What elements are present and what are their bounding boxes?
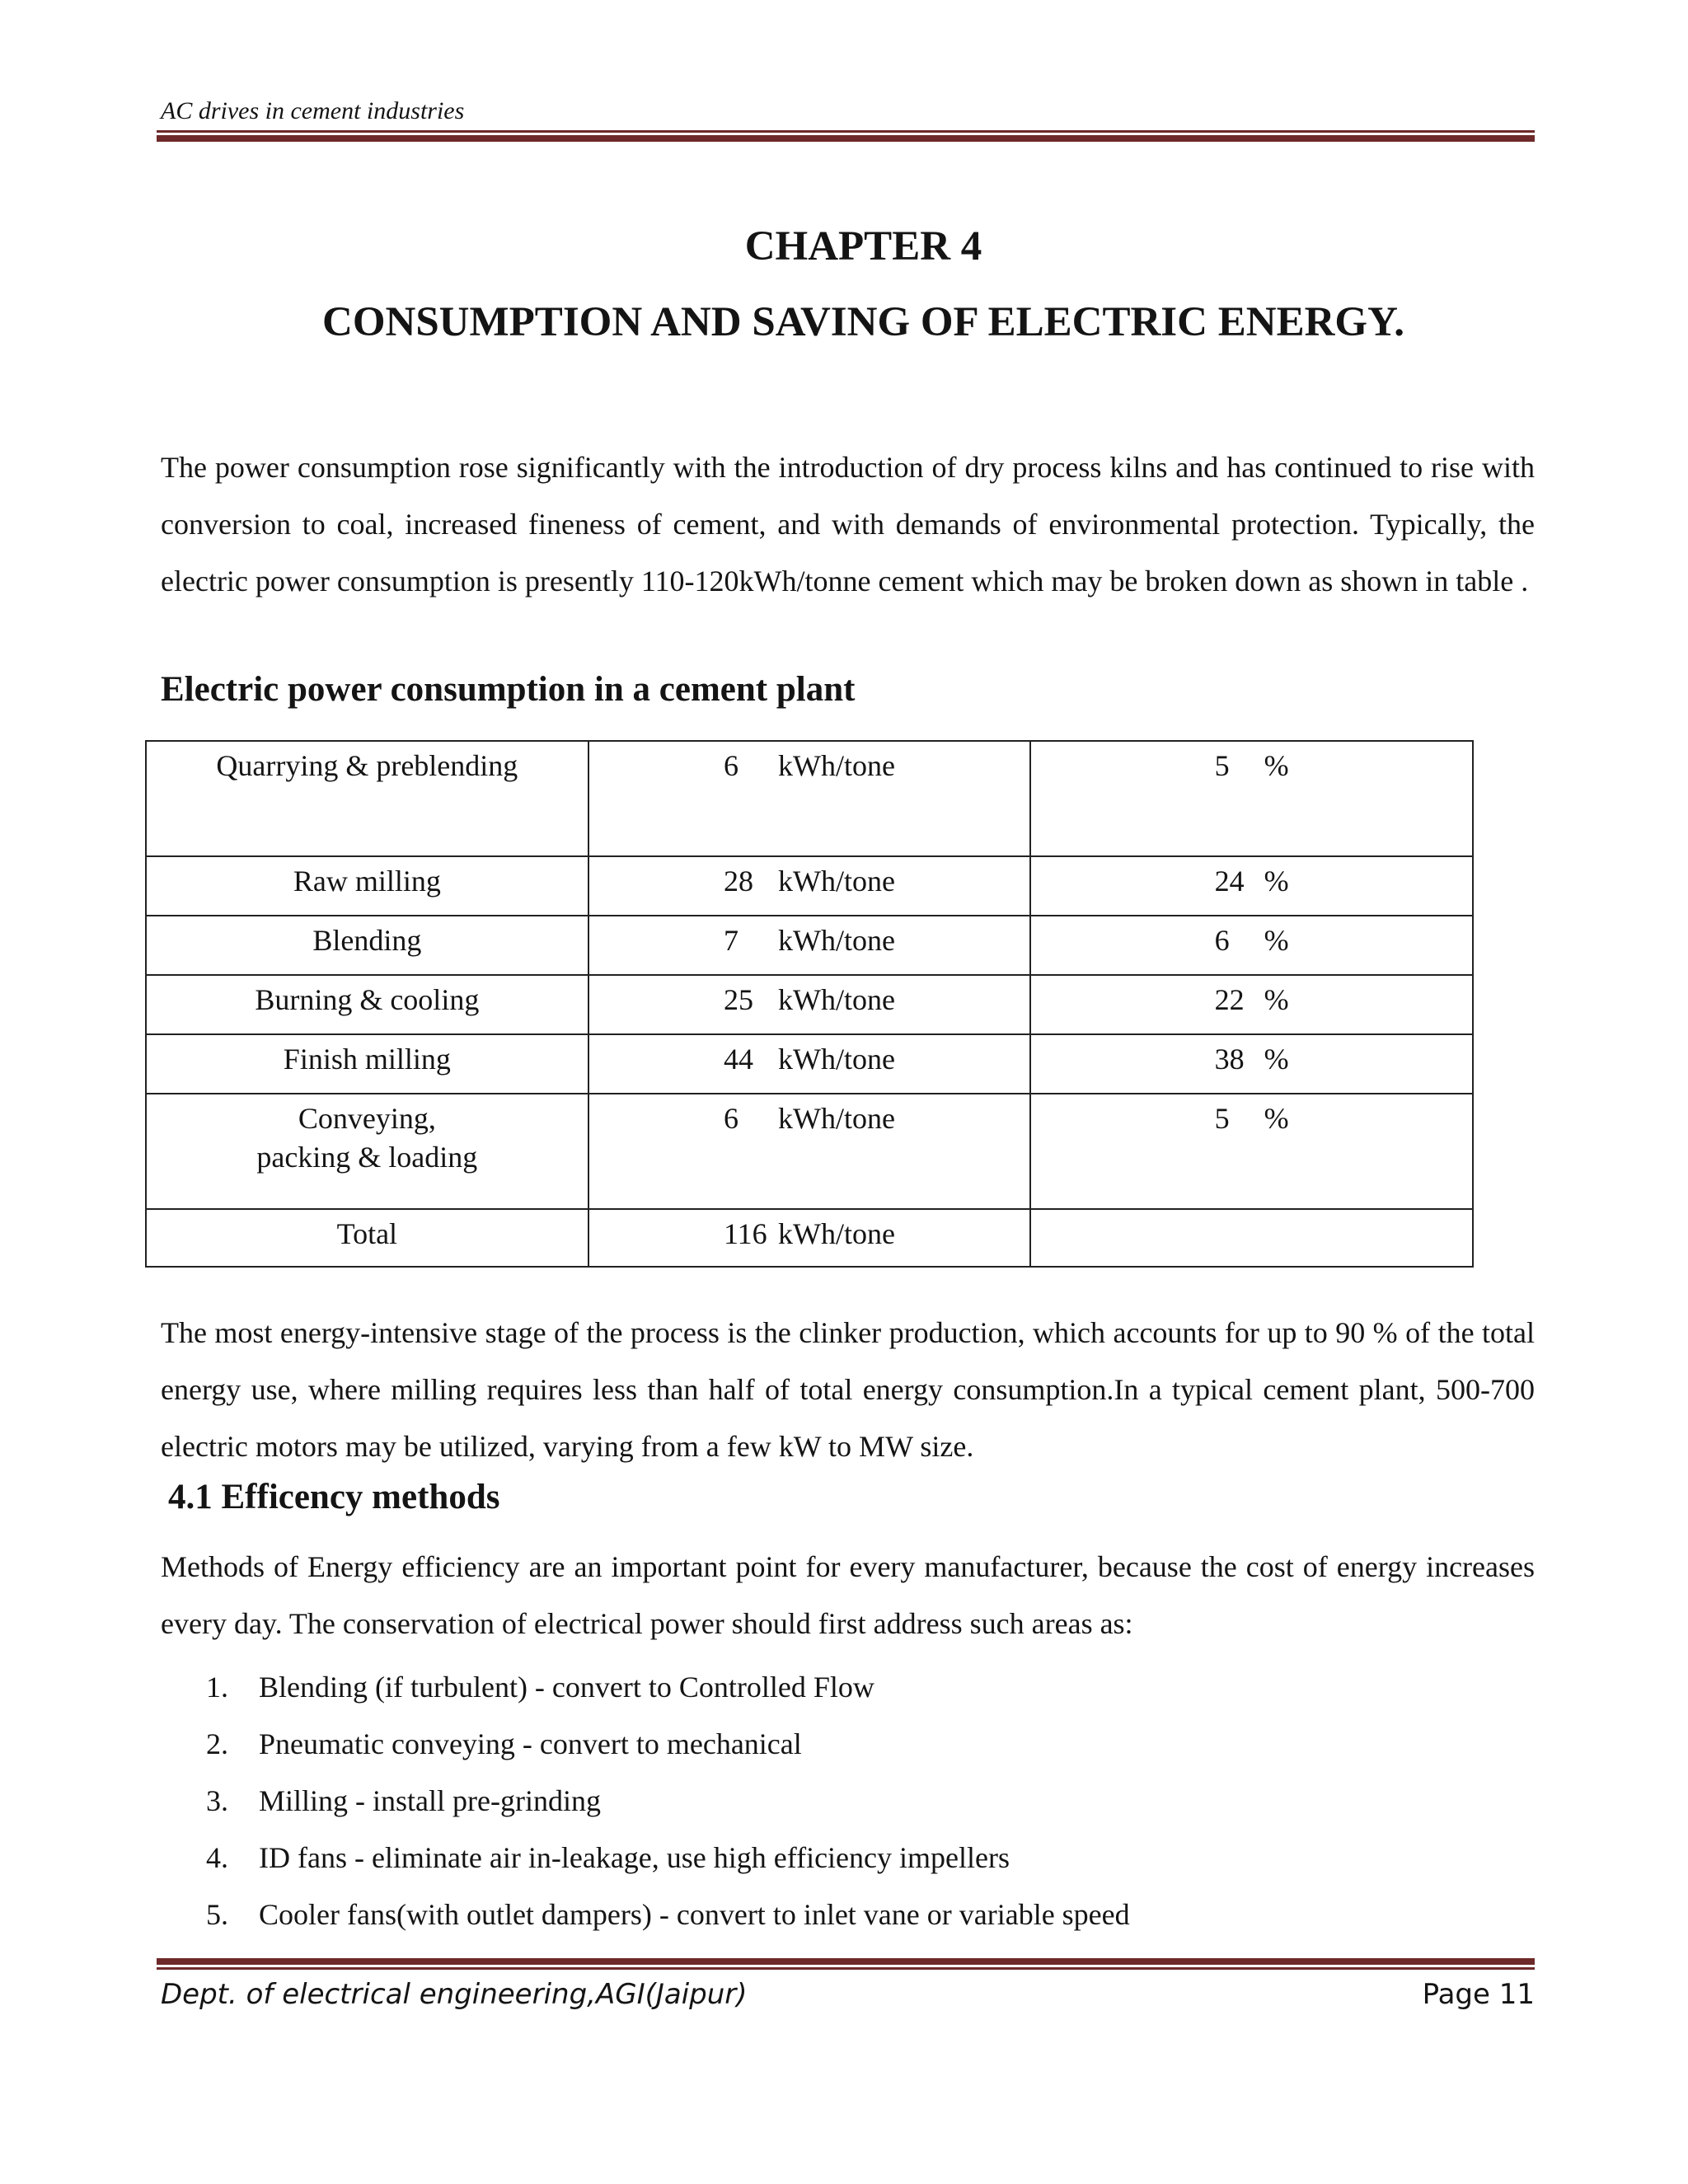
total-energy-cell: 116 kWh/tone (588, 1209, 1031, 1267)
stage-cell: Finish milling (146, 1034, 588, 1094)
chapter-title: CONSUMPTION AND SAVING OF ELECTRIC ENERGY. (321, 299, 1404, 345)
intro-paragraph: The power consumption rose significantly with the introduction of dry process kilns and has continued to rise with conversion to coal, increased fineness of cement, and with demands of environmental protection. Typically, the electric power consumption is presently 110-120kWh/tonne cement which may be broken down as shown in table . (161, 451, 1535, 598)
table-title: Electric power consumption in a cement plant (161, 670, 856, 709)
total-label-cell: Total (146, 1209, 588, 1267)
energy-cell: 6 kWh/tone (588, 1094, 1031, 1209)
table-total-row (146, 1209, 1473, 1267)
percent-cell: 24 % (1030, 856, 1473, 916)
list-item: 1. Blending (if turbulent) - convert to Controlled Flow (206, 1671, 874, 1704)
percent-cell: 5 % (1030, 1094, 1473, 1209)
stage-cell: Raw milling (146, 856, 588, 916)
table-row (146, 975, 1473, 1034)
header-rule (157, 130, 1535, 142)
table-row (146, 916, 1473, 975)
stage-cell: Conveying, packing & loading (146, 1094, 588, 1209)
footer-page-number: Page 11 (1422, 1978, 1535, 2011)
percent-cell: 5 % (1030, 741, 1473, 856)
table-row (146, 741, 1473, 856)
list-item: 2. Pneumatic conveying - convert to mechanical (206, 1727, 802, 1760)
table-row (146, 1094, 1473, 1209)
table-row (146, 856, 1473, 916)
total-percent-cell (1030, 1209, 1473, 1267)
list-item: 4. ID fans - eliminate air in-leakage, use high efficiency impellers (206, 1841, 1010, 1874)
power-consumption-table (145, 740, 1474, 1268)
percent-cell: 22 % (1030, 975, 1473, 1034)
stage-cell: Blending (146, 916, 588, 975)
stage-cell: Quarrying & preblending (146, 741, 588, 856)
clinker-paragraph: The most energy-intensive stage of the process is the clinker production, which accounts for up to 90 % of the total energy use, where milling requires less than half of total energy consumption.In a typical cement plant, 500-700 electric motors may be utilized, varying from a few kW to MW size. (161, 1316, 1535, 1463)
energy-cell: 7 kWh/tone (588, 916, 1031, 975)
energy-cell: 44 kWh/tone (588, 1034, 1031, 1094)
footer-department: Dept. of electrical engineering,AGI(Jaipur) (161, 1978, 748, 2011)
list-item: 5. Cooler fans(with outlet dampers) - convert to inlet vane or variable speed (206, 1898, 1130, 1931)
energy-cell: 6 kWh/tone (588, 741, 1031, 856)
running-header: AC drives in cement industries (161, 97, 465, 124)
efficiency-areas-list (206, 1659, 1130, 1943)
table-row (146, 1034, 1473, 1094)
chapter-number: CHAPTER 4 (744, 223, 982, 269)
list-item: 3. Milling - install pre-grinding (206, 1784, 601, 1817)
energy-cell: 25 kWh/tone (588, 975, 1031, 1034)
section-title: 4.1 Efficency methods (168, 1478, 500, 1516)
stage-cell: Burning & cooling (146, 975, 588, 1034)
percent-cell: 6 % (1030, 916, 1473, 975)
energy-cell: 28 kWh/tone (588, 856, 1031, 916)
percent-cell: 38 % (1030, 1034, 1473, 1094)
footer-rule (157, 1958, 1535, 1970)
section-paragraph: Methods of Energy efficiency are an important point for every manufacturer, because the cost of energy increases every day. The conservation of electrical power should first address such areas as: (161, 1550, 1535, 1640)
